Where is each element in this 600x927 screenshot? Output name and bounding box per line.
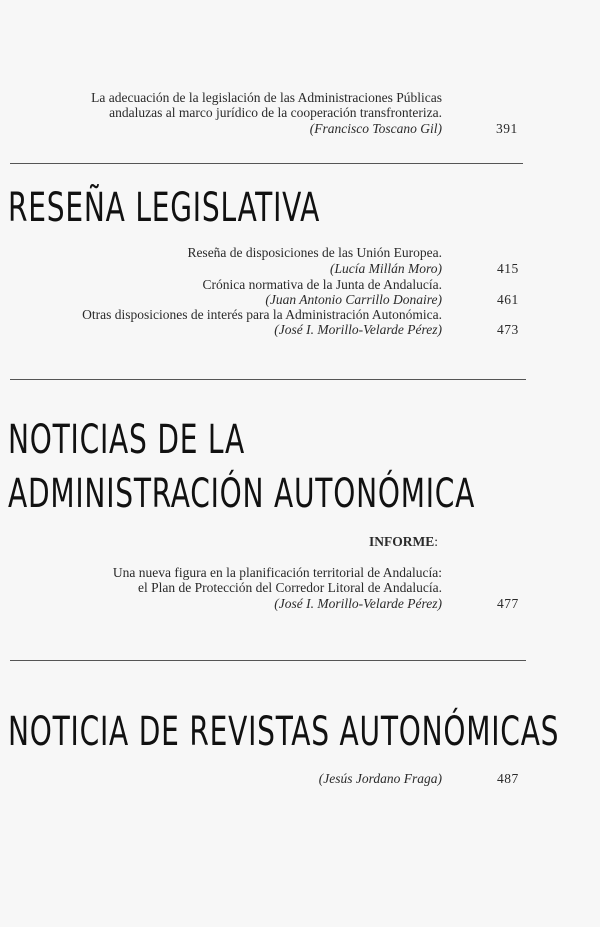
section-heading-resena: RESEÑA LEGISLATIVA [8, 185, 321, 231]
section-divider [10, 660, 526, 661]
section-heading-noticias-line1: NOTICIAS DE LA [8, 417, 246, 463]
section-divider [10, 379, 526, 380]
section-heading-noticias-line2: ADMINISTRACIÓN AUTONÓMICA [8, 471, 476, 517]
page-number: 415 [497, 261, 519, 276]
entry-title-line: Una nueva figura en la planificación territorial de Andalucía: [112, 565, 442, 580]
subheading-informe [369, 534, 438, 550]
entry-title: Otras disposiciones de interés para la Administración Autonómica. [82, 307, 442, 322]
entry-title: Crónica normativa de la Junta de Andalucía. [202, 277, 442, 292]
page-number: 391 [496, 121, 518, 136]
section-divider [10, 163, 523, 164]
section-heading-revistas: NOTICIA DE REVISTAS AUTONÓMICAS [8, 709, 560, 755]
entry-author: (Lucía Millán Moro) [330, 261, 442, 276]
entry-title-line: el Plan de Protección del Corredor Litoral de Andalucía. [137, 580, 442, 595]
subheading-label: INFORME [369, 534, 435, 549]
page-number: 477 [497, 596, 519, 611]
entry-author: (José I. Morillo-Velarde Pérez) [274, 596, 442, 611]
page-number: 487 [497, 771, 519, 786]
entry-author: (Jesús Jordano Fraga) [318, 771, 442, 786]
page-number: 461 [497, 292, 519, 307]
entry-author: (Francisco Toscano Gil) [309, 121, 442, 136]
page-number: 473 [497, 322, 519, 337]
entry-author: (Juan Antonio Carrillo Donaire) [265, 292, 442, 307]
entry-author: (José I. Morillo-Velarde Pérez) [274, 322, 442, 337]
entry-title-line: La adecuación de la legislación de las Administraciones Públicas [91, 90, 442, 105]
entry-title: Reseña de disposiciones de las Unión Europea. [187, 245, 442, 260]
entry-title-line: andaluzas al marco jurídico de la cooperación transfronteriza. [109, 105, 442, 120]
subheading-colon: : [434, 534, 439, 549]
